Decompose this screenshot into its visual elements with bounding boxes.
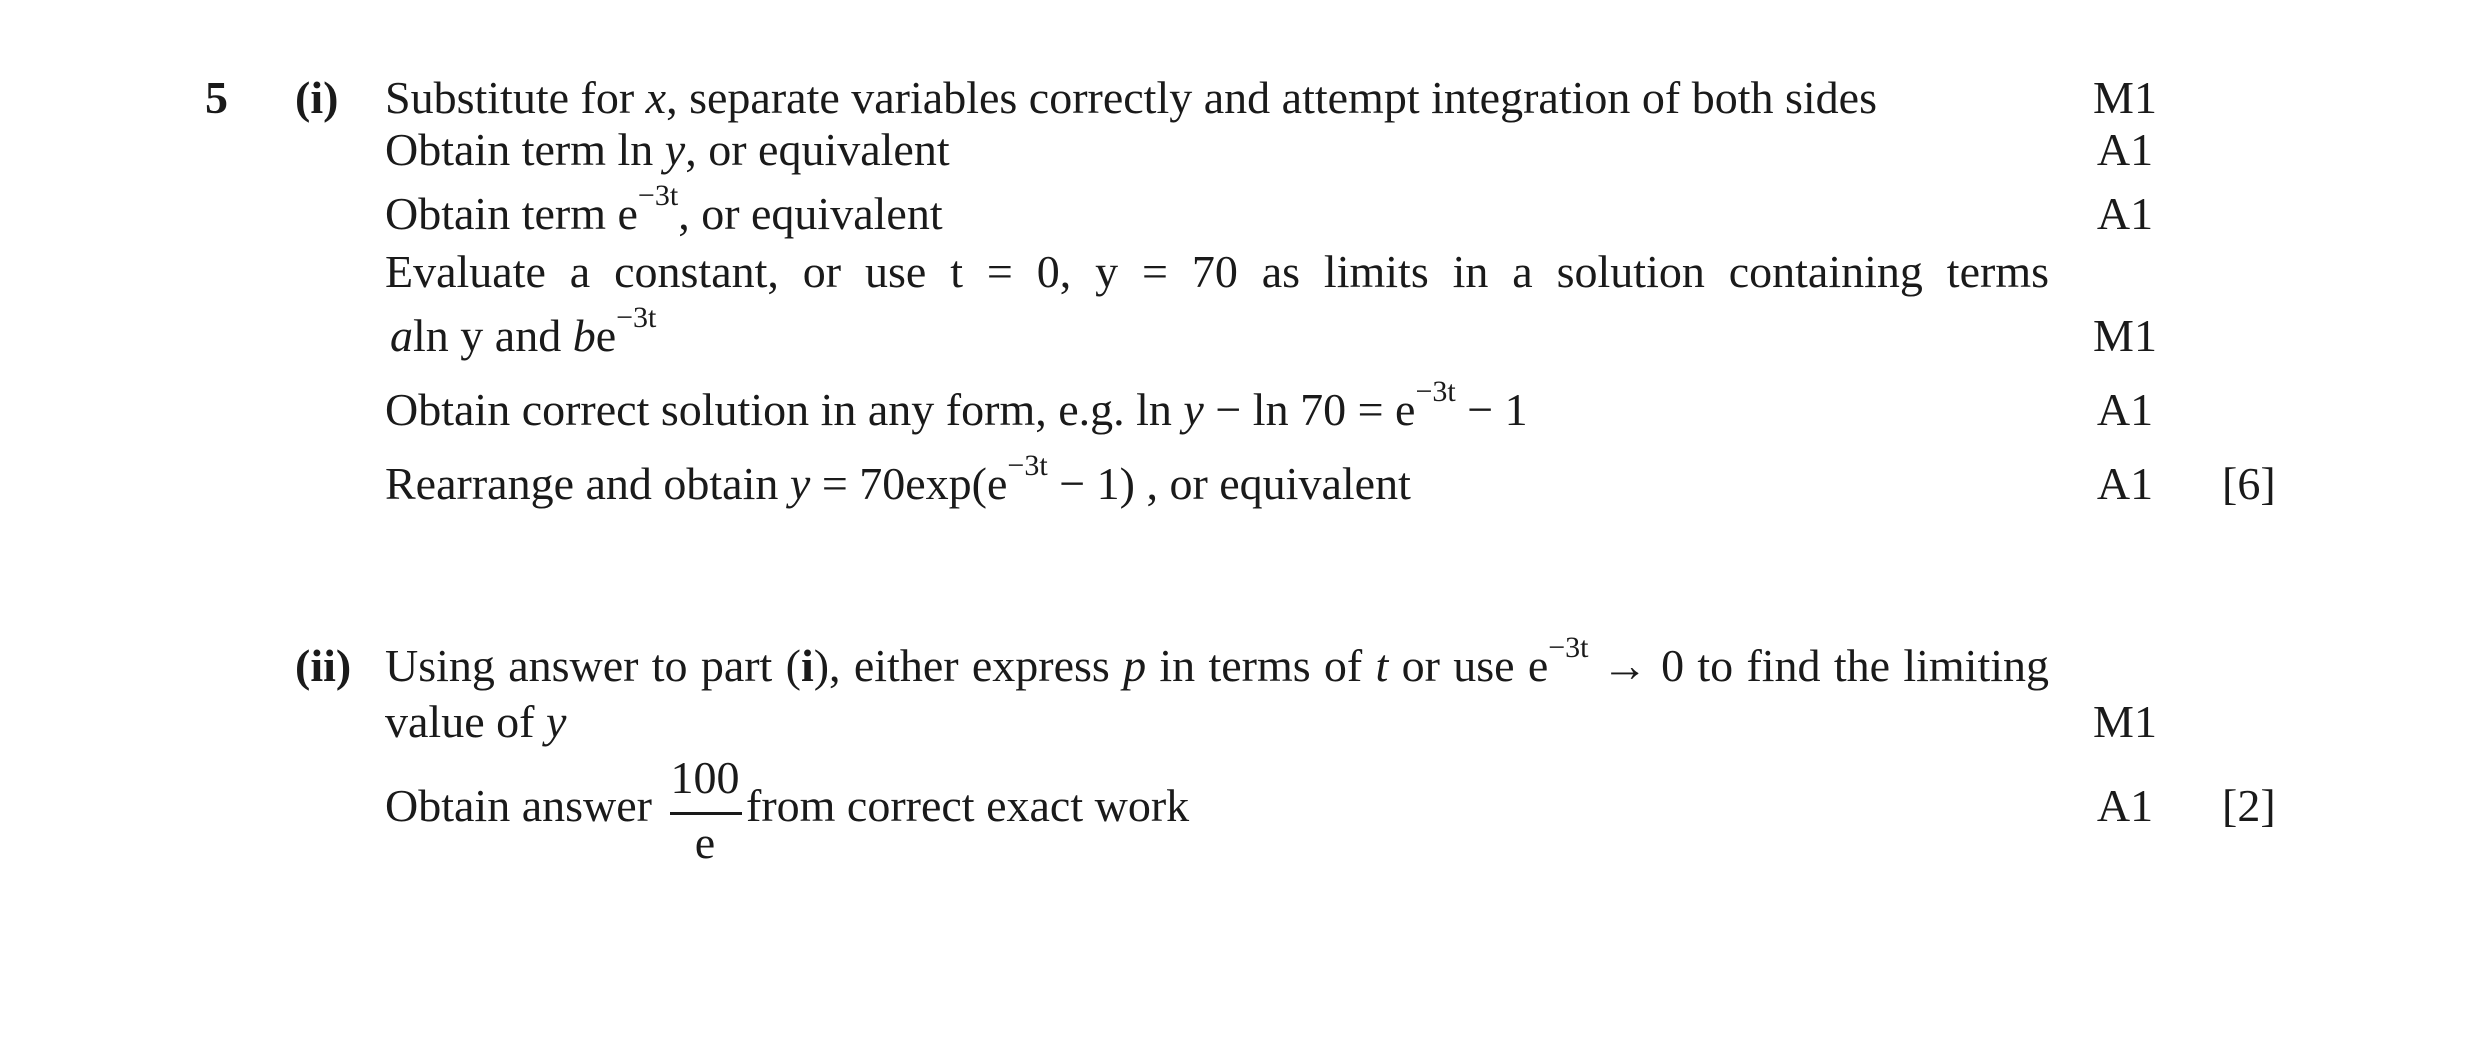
part-reference: i [800, 640, 814, 691]
step-text: Obtain correct solution in any form, e.g. ln [385, 384, 1184, 435]
mark-ii-2: A1 [2096, 780, 2154, 831]
step-text: e [595, 310, 617, 361]
exponent: −3t [616, 300, 657, 334]
question-number: 5 [205, 72, 228, 123]
part-i-step-6 [385, 448, 1411, 512]
step-text: Obtain term e [385, 188, 638, 239]
part-i-step-5 [385, 374, 1528, 438]
variable: x [645, 72, 667, 123]
step-text: value of [385, 696, 546, 747]
mark-i-6: A1 [2096, 458, 2154, 509]
step-text: ln y and [413, 310, 573, 361]
exponent: −3t [1548, 630, 1589, 664]
variable: a [390, 310, 413, 361]
mark-i-5: A1 [2096, 384, 2154, 435]
mark-i-4: M1 [2093, 310, 2157, 361]
fraction-denominator: e [694, 817, 716, 868]
exponent: −3t [637, 178, 679, 212]
part-i-total: [6] [2222, 458, 2276, 509]
step-text: Using answer to part ( [385, 640, 801, 691]
step-text: Rearrange and obtain [385, 458, 790, 509]
variable: y [789, 458, 811, 509]
part-i-step-4-line-1: Evaluate a constant, or use t = 0, y = 70 as limits in a solution containing terms [385, 246, 2049, 297]
step-text: , separate variables correctly and attempt integration of both sides [666, 72, 1877, 123]
part-i-step-1 [385, 70, 1877, 126]
exponent: −3t [1415, 374, 1456, 408]
part-i-label: (i) [295, 72, 339, 123]
step-text: in terms of [1146, 640, 1376, 691]
part-ii-step-1-line-1 [385, 630, 2049, 694]
mark-ii-1: M1 [2093, 696, 2157, 747]
step-text: − 1 [1455, 384, 1528, 435]
step-text: or use e [1388, 640, 1549, 691]
step-text: , or equivalent [685, 124, 950, 175]
variable: y [664, 124, 686, 175]
fraction-numerator: 100 [670, 752, 740, 803]
mark-i-2: A1 [2096, 124, 2154, 175]
part-ii-step-2-pre: Obtain answer [385, 780, 652, 831]
part-i-step-4-line-2 [390, 300, 657, 364]
step-text: , or equivalent [678, 188, 943, 239]
variable: y [545, 696, 567, 747]
part-ii-label: (ii) [295, 640, 352, 691]
variable: b [572, 310, 596, 361]
part-ii-step-2-post: from correct exact work [746, 780, 1190, 831]
step-text: = 70exp(e [810, 458, 1008, 509]
part-ii-total: [2] [2222, 780, 2276, 831]
variable: t [1375, 640, 1389, 691]
mark-i-3: A1 [2096, 188, 2154, 239]
variable: y [1183, 384, 1204, 435]
mark-i-1: M1 [2093, 72, 2157, 123]
part-i-step-2 [385, 122, 950, 178]
part-i-step-3 [385, 178, 943, 242]
exponent: −3t [1007, 448, 1048, 482]
part-ii-step-1-line-2 [385, 694, 566, 750]
step-text: − ln 70 = e [1203, 384, 1416, 435]
step-text: − 1) , or equivalent [1047, 458, 1411, 509]
variable: p [1123, 640, 1147, 691]
step-text: Obtain term ln [385, 124, 665, 175]
step-text: ), either express [813, 640, 1124, 691]
step-text: Substitute for [385, 72, 646, 123]
step-text: → 0 to find the limiting [1588, 640, 2049, 691]
